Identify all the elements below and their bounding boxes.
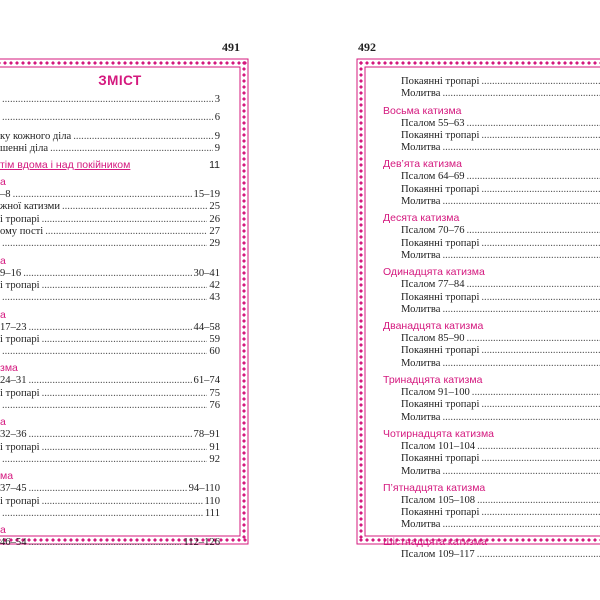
toc-entry[interactable]	[0, 442, 220, 454]
leader-dots	[481, 238, 600, 250]
leader-dots	[28, 483, 186, 495]
leader-dots	[442, 519, 600, 531]
entry-label: ку кожного діла	[0, 130, 72, 142]
toc-right-page	[383, 76, 600, 561]
entry-label: Покаянні тропарі	[401, 507, 480, 519]
leader-dots	[477, 549, 600, 561]
toc-entry[interactable]	[0, 537, 220, 549]
leader-dots	[42, 334, 208, 346]
leader-dots	[28, 322, 191, 334]
section-heading: Тринадцята катизма	[383, 374, 483, 387]
toc-entry[interactable]	[0, 334, 220, 346]
section-heading: Одинадцята катизма	[383, 266, 485, 279]
page-ref: 111	[204, 507, 220, 519]
entry-label: Псалом 70–76	[401, 225, 465, 237]
section-heading: Чотирнадцята катизма	[383, 427, 495, 440]
section-heading: а	[0, 416, 6, 429]
entry-label: Псалом 109–117	[401, 548, 475, 560]
toc-entry[interactable]	[0, 268, 220, 280]
entry-label: Псалом 77–84	[401, 279, 465, 291]
leader-dots	[13, 189, 192, 201]
toc-entry[interactable]	[0, 322, 220, 334]
entry-label: –8	[0, 189, 11, 201]
toc-entry[interactable]	[383, 333, 600, 345]
entry-label: Покаянні тропарі	[401, 399, 480, 411]
page-ref: 15–19	[193, 189, 220, 201]
page-ref: 27	[209, 226, 220, 238]
entry-label: Покаянні тропарі	[401, 453, 480, 465]
leader-dots	[481, 399, 600, 411]
leader-dots	[442, 466, 600, 478]
entry-label: Псалом 64–69	[401, 171, 465, 183]
leader-dots	[2, 400, 207, 412]
toc-entry[interactable]	[383, 238, 600, 250]
entry-label: і тропарі	[0, 333, 40, 345]
leader-dots	[477, 495, 600, 507]
toc-entry[interactable]	[383, 412, 600, 424]
toc-entry[interactable]	[383, 441, 600, 453]
leader-dots	[42, 496, 203, 508]
leader-dots	[481, 507, 600, 519]
page-ref: 6	[214, 112, 220, 124]
page-number-left: 491	[222, 40, 240, 54]
leader-dots	[442, 304, 600, 316]
entry-label: і тропарі	[0, 495, 40, 507]
toc-entry[interactable]	[0, 483, 220, 495]
toc-entry[interactable]	[0, 346, 220, 358]
toc-entry[interactable]	[383, 507, 600, 519]
section-heading: Дванадцята катизма	[383, 320, 484, 333]
toc-entry[interactable]	[383, 279, 600, 291]
toc-entry[interactable]	[0, 189, 220, 201]
page-ref: 92	[209, 453, 220, 465]
page-ref: 11	[209, 159, 220, 172]
toc-right-list	[383, 76, 600, 561]
entry-label: і тропарі	[0, 387, 40, 399]
toc-entry[interactable]	[383, 495, 600, 507]
page-ref: 59	[209, 333, 220, 345]
leader-dots	[481, 345, 600, 357]
toc-entry[interactable]	[383, 387, 600, 399]
entry-label: Молитва	[401, 142, 441, 154]
page-ref: 9	[214, 130, 220, 142]
toc-entry[interactable]	[383, 88, 600, 100]
entry-label: 24–31	[0, 375, 27, 387]
section-heading: а	[0, 524, 6, 537]
toc-entry[interactable]	[383, 549, 600, 561]
toc-entry[interactable]	[0, 201, 220, 213]
entry-label: Покаянні тропарі	[401, 291, 480, 303]
leader-dots	[481, 76, 600, 88]
toc-entry[interactable]	[0, 238, 220, 250]
leader-dots	[42, 442, 208, 454]
leader-dots	[481, 184, 600, 196]
leader-dots	[2, 346, 207, 358]
entry-label: Молитва	[401, 519, 441, 531]
leader-dots	[50, 143, 213, 155]
entry-label: Молитва	[401, 249, 441, 261]
page-ref: 112–126	[183, 537, 220, 549]
leader-dots	[467, 225, 600, 237]
leader-dots	[2, 94, 213, 106]
entry-label: і тропарі	[0, 213, 40, 225]
toc-entry[interactable]	[0, 143, 220, 155]
entry-label: Покаянні тропарі	[401, 76, 480, 87]
entry-label: Молитва	[401, 411, 441, 423]
entry-label: Покаянні тропарі	[401, 345, 480, 357]
leader-dots	[45, 226, 207, 238]
toc-entry[interactable]	[383, 358, 600, 370]
toc-entry[interactable]	[0, 400, 220, 412]
leader-dots	[2, 508, 203, 520]
page-ref: 60	[209, 346, 220, 358]
section-heading	[0, 159, 220, 172]
toc-entry[interactable]	[383, 304, 600, 316]
page-ref: 78–91	[193, 429, 220, 441]
toc-entry[interactable]	[383, 196, 600, 208]
page-ref: 43	[209, 292, 220, 304]
section-heading: Шістнадцята катизма	[383, 535, 487, 548]
leader-dots	[467, 333, 600, 345]
leader-dots	[442, 250, 600, 262]
page-ref: 25	[209, 201, 220, 213]
section-heading: а	[0, 254, 6, 267]
section-heading: П’ятнадцята катизма	[383, 481, 486, 494]
leader-dots	[2, 292, 207, 304]
toc-entry[interactable]	[383, 250, 600, 262]
toc-entry[interactable]	[383, 345, 600, 357]
page-ref: 29	[209, 238, 220, 250]
leader-dots	[481, 292, 600, 304]
toc-entry[interactable]	[0, 375, 220, 387]
leader-dots	[2, 238, 207, 250]
toc-entry[interactable]	[383, 130, 600, 142]
entry-label: 46–54	[0, 537, 27, 549]
page-ref: 44–58	[193, 321, 220, 333]
entry-label: Молитва	[401, 88, 441, 100]
entry-label: 32–36	[0, 429, 27, 441]
toc-entry[interactable]	[0, 292, 220, 304]
section-heading-label: тім вдома і над покійником	[0, 159, 131, 172]
toc-entry[interactable]	[383, 142, 600, 154]
leader-dots	[62, 201, 207, 213]
toc-entry[interactable]	[383, 399, 600, 411]
section-heading: а	[0, 308, 6, 321]
entry-label: 9–16	[0, 267, 22, 279]
page-ref: 3	[214, 94, 220, 105]
toc-left-list	[0, 94, 220, 549]
entry-label: шенні діла	[0, 142, 49, 154]
toc-entry[interactable]	[0, 496, 220, 508]
entry-label: Псалом 101–104	[401, 440, 476, 452]
entry-label: Псалом 105–108	[401, 494, 476, 506]
leader-dots	[42, 214, 208, 226]
toc-left-page	[0, 72, 220, 549]
entry-label: Покаянні тропарі	[401, 183, 480, 195]
section-heading: зма	[0, 362, 18, 375]
leader-dots	[481, 453, 600, 465]
page-ref: 110	[204, 495, 220, 507]
leader-dots	[442, 88, 600, 100]
entry-label: і тропарі	[0, 441, 40, 453]
entry-label: і тропарі	[0, 279, 40, 291]
leader-dots	[28, 375, 191, 387]
leader-dots	[2, 112, 213, 124]
entry-label: Псалом 55–63	[401, 117, 465, 129]
entry-label: жної катизми	[0, 201, 60, 213]
toc-entry[interactable]	[0, 280, 220, 292]
toc-entry[interactable]	[383, 225, 600, 237]
toc-entry[interactable]	[383, 171, 600, 183]
page-ref: 61–74	[193, 375, 220, 387]
toc-entry[interactable]	[0, 429, 220, 441]
toc-entry[interactable]	[0, 388, 220, 400]
leader-dots	[132, 159, 207, 172]
entry-label: Молитва	[401, 303, 441, 315]
toc-entry[interactable]	[383, 184, 600, 196]
toc-title: ЗМІСТ	[98, 73, 142, 88]
page-ref: 30–41	[193, 267, 220, 279]
page-ref: 94–110	[188, 483, 220, 495]
page-ref: 76	[209, 400, 220, 412]
leader-dots	[73, 131, 212, 143]
leader-dots	[472, 387, 600, 399]
entry-label: Псалом 91–100	[401, 387, 470, 399]
section-heading: ма	[0, 470, 14, 483]
toc-entry[interactable]	[0, 94, 220, 106]
leader-dots	[23, 268, 191, 280]
leader-dots	[442, 196, 600, 208]
toc-entry[interactable]	[0, 214, 220, 226]
toc-entry[interactable]	[0, 112, 220, 124]
page-ref: 26	[209, 213, 220, 225]
entry-label: Молитва	[401, 196, 441, 208]
leader-dots	[481, 130, 600, 142]
toc-entry[interactable]	[0, 131, 220, 143]
toc-entry[interactable]	[0, 454, 220, 466]
entry-label: Покаянні тропарі	[401, 129, 480, 141]
leader-dots	[442, 358, 600, 370]
leader-dots	[442, 142, 600, 154]
entry-label: Псалом 85–90	[401, 333, 465, 345]
page-number-right: 492	[358, 40, 376, 54]
page-ref: 42	[209, 279, 220, 291]
entry-label: 37–45	[0, 483, 27, 495]
leader-dots	[467, 118, 600, 130]
leader-dots	[467, 171, 600, 183]
entry-label: Молитва	[401, 465, 441, 477]
toc-entry[interactable]	[383, 466, 600, 478]
entry-label: 17–23	[0, 321, 27, 333]
leader-dots	[28, 429, 191, 441]
section-heading: Дев’ята катизма	[383, 158, 462, 171]
leader-dots	[467, 279, 600, 291]
section-heading: Восьма катизма	[383, 104, 462, 117]
leader-dots	[2, 454, 207, 466]
toc-entry[interactable]	[383, 292, 600, 304]
section-heading: а	[0, 176, 6, 189]
toc-entry[interactable]	[0, 226, 220, 238]
leader-dots	[442, 412, 600, 424]
entry-label: Молитва	[401, 357, 441, 369]
leader-dots	[28, 537, 181, 549]
page-ref: 91	[209, 441, 220, 453]
page-ref: 9	[214, 142, 220, 154]
section-heading: Десята катизма	[383, 212, 460, 225]
leader-dots	[477, 441, 600, 453]
toc-entry[interactable]	[383, 519, 600, 531]
leader-dots	[42, 280, 208, 292]
toc-entry[interactable]	[383, 453, 600, 465]
entry-label: ому пості	[0, 226, 44, 238]
toc-entry[interactable]	[0, 508, 220, 520]
toc-entry[interactable]	[383, 118, 600, 130]
toc-entry[interactable]	[383, 76, 600, 88]
leader-dots	[42, 388, 208, 400]
entry-label: Покаянні тропарі	[401, 237, 480, 249]
page-ref: 75	[209, 387, 220, 399]
